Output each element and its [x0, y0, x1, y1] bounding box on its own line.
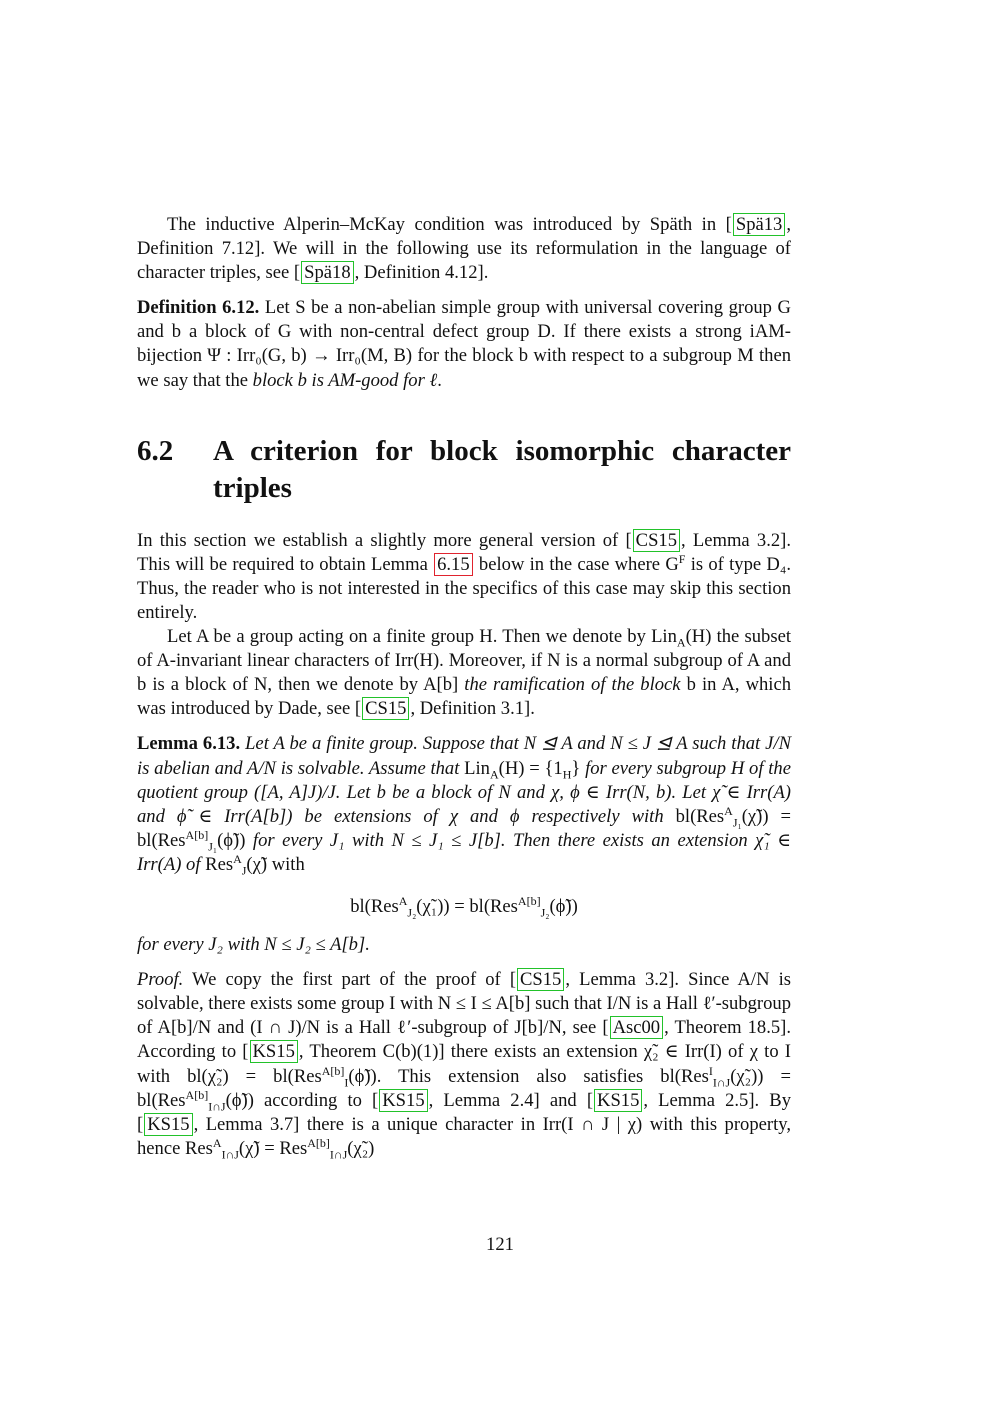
citation-link[interactable]: Spä18 — [301, 261, 353, 284]
superscript: A — [233, 851, 242, 866]
lemma-block — [137, 732, 791, 877]
text-span: b in A, which was introduced by Dade, see [ — [137, 674, 792, 720]
superscript: I — [708, 1063, 713, 1078]
text-span: (χ̃) = Res — [238, 1137, 308, 1159]
subscript: J₂ — [540, 905, 550, 920]
subscript: I∩J — [208, 1099, 226, 1114]
text-span: (ϕ̃)) according to [ — [225, 1089, 379, 1111]
text-span: , Definition 4.12]. — [354, 262, 489, 284]
text-span: (ϕ̃)) — [549, 895, 578, 917]
text-span: , Theorem C(b)(1)] there exists an extension χ̃₂ ∈ Irr(I) of χ to I with bl(χ̃₂) = bl(Res — [137, 1041, 791, 1087]
text-span: , Theorem 18.5]. According to [ — [137, 1017, 791, 1063]
display-equation — [137, 895, 791, 919]
text-span: The inductive Alperin–McKay condition was introduced by Späth in — [167, 214, 717, 235]
text-span: , Definition 7.12]. We will in the following use its reformulation in the language of character triples, see [ — [137, 214, 791, 284]
section-number: 6.2 — [137, 434, 174, 467]
section-intro-paragraph — [137, 529, 791, 625]
definition-label: Definition 6.12. — [137, 297, 260, 319]
text-span: for every J₂ with N ≤ J₂ ≤ A[b]. — [137, 934, 370, 956]
citation-link[interactable]: CS15 — [362, 697, 409, 720]
citation-link[interactable]: Spä13 — [733, 213, 785, 236]
text-span: Let S be a non-abelian simple group with universal covering group G and b a block of G with non-central defect group D. If there exists a strong iAM-bijection Ψ : Irr₀(G, b) → Irr₀(M, B) for the block b with respect to a subgroup M then we say that the — [137, 297, 791, 391]
subscript: A — [676, 635, 686, 650]
math-expression — [464, 757, 581, 782]
text-span: Let A be a group acting on a finite group H. Then we denote by Lin — [167, 626, 677, 648]
subscript: J₁ — [732, 815, 742, 830]
superscript: F — [678, 551, 686, 566]
page-number: 121 — [486, 1234, 514, 1255]
text-span: , Lemma 3.2]. This will be required to obtain Lemma — [137, 529, 791, 575]
subscript: I∩J — [712, 1075, 731, 1090]
section-heading — [137, 433, 791, 507]
cross-reference-link[interactable]: 6.15 — [434, 553, 473, 576]
text-span: , Lemma 3.7] there is a unique character in Irr(I ∩ J | χ) with this property, hence Res — [137, 1113, 791, 1159]
superscript: A[b] — [321, 1063, 345, 1078]
lemma-label: Lemma 6.13. — [137, 733, 241, 755]
text-span: (χ̃₂)) = bl(Res — [137, 1065, 791, 1111]
text-span: Let A be a finite group. Suppose that N ⊴ A and N ≤ J ⊴ A such that J/N is abelian and A/N is solvable. Assume that — [137, 733, 792, 779]
intro-paragraph: The inductive Alperin–McKay condition was introduced by Späth in [ Spä13 , Definition 7.12]. We will in the following use its reformulation in the language of character triples, see [ Spä18 , Definition 4.12]. — [137, 214, 791, 284]
text-span: for every J₁ with N ≤ J₁ ≤ J[b]. Then there exists an extension χ̃₁ ∈ Irr(A) of — [137, 829, 791, 875]
lemma-continuation — [137, 933, 791, 957]
text-span: below in the case where G — [473, 553, 679, 575]
text-span: bl(Res — [675, 805, 725, 827]
text-span: . — [437, 369, 442, 391]
text-span: , Lemma 3.2]. Since A/N is solvable, there exists some group I with N ≤ I ≤ A[b] such that I/N is a Hall ℓ′-subgroup of A[b]/N and (I ∩ J)/N is a Hall ℓ′-subgroup of J[b]/N, see [ — [137, 969, 792, 1039]
text-span: Lin — [464, 757, 490, 779]
superscript: A — [212, 1135, 222, 1150]
subscript: J₁ — [208, 839, 218, 854]
citation-link[interactable]: CS15 — [633, 529, 680, 552]
subscript: A — [489, 767, 499, 782]
text-span: (ϕ̃)). This extension also satisfies bl(Res — [348, 1065, 709, 1087]
text-span: (ϕ̃)) — [217, 829, 246, 851]
subscript: H — [562, 767, 572, 782]
superscript: A[b] — [185, 1087, 209, 1102]
text-span: (H) = {1 — [498, 757, 563, 779]
text-span: (χ̃) with — [246, 853, 305, 875]
text-span: , Lemma 2.4] and [ — [428, 1089, 594, 1111]
text-span: , Lemma 2.5]. By [ — [137, 1089, 791, 1135]
text-span: , Definition 3.1]. — [410, 698, 535, 720]
section-title: A criterion for block isomorphic character triples — [213, 434, 791, 504]
proof-label: Proof. — [137, 969, 184, 991]
superscript: A — [724, 803, 733, 818]
definition-block — [137, 296, 791, 392]
ramification-paragraph — [137, 625, 791, 721]
emphasis-text: block b is AM-good for ℓ — [252, 369, 438, 391]
citation-link[interactable]: KS15 — [144, 1113, 192, 1136]
subscript: I∩J — [221, 1147, 239, 1162]
superscript: A[b] — [185, 827, 209, 842]
text-span: (χ̃₁)) = bl(Res — [416, 895, 518, 917]
text-span: (H) the subset of A-invariant linear characters of Irr(H). Moreover, if N is a normal subgroup of A and b is a block of N, then we denote by A[b] — [137, 626, 791, 696]
subscript: J — [241, 863, 247, 878]
text-span: is of type D₄. Thus, the reader who is not interested in the specifics of this case may skip this section entirely. — [137, 553, 791, 623]
subscript: J₂ — [407, 905, 417, 920]
text-span: We copy the first part of the proof of [ — [183, 969, 517, 991]
citation-link[interactable]: KS15 — [250, 1040, 298, 1063]
text-span: (χ̃)) = bl(Res — [137, 805, 791, 851]
text-span: bl(Res — [350, 895, 399, 917]
text-span: (χ̃₂) — [347, 1137, 375, 1159]
superscript: A[b] — [307, 1135, 330, 1150]
text-span: In this section we establish a slightly more general version of [ — [137, 529, 632, 551]
citation-link[interactable]: CS15 — [517, 968, 564, 991]
superscript: A[b] — [517, 893, 541, 908]
math-expression — [205, 851, 305, 878]
citation-link[interactable]: KS15 — [379, 1089, 427, 1112]
citation-link[interactable]: Asc00 — [610, 1016, 664, 1039]
page-body — [137, 213, 791, 1161]
proof-block — [137, 968, 791, 1161]
subscript: I — [344, 1075, 349, 1090]
text-span: Res — [205, 853, 234, 875]
citation-link[interactable]: KS15 — [594, 1089, 642, 1112]
text-span: } — [571, 757, 581, 779]
superscript: A — [398, 893, 408, 908]
emphasis-text: the ramification of the block — [464, 674, 681, 696]
subscript: I∩J — [329, 1147, 348, 1162]
text-span: for every subgroup H of the quotient group ([A, A]J)/J. Let b be a block of N and χ, ϕ ∈ Irr(N, b). Let χ̃ ∈ Irr(A) and ϕ̃ ∈ Irr(A[b]) be extensions of χ and ϕ respectively with — [137, 757, 791, 827]
